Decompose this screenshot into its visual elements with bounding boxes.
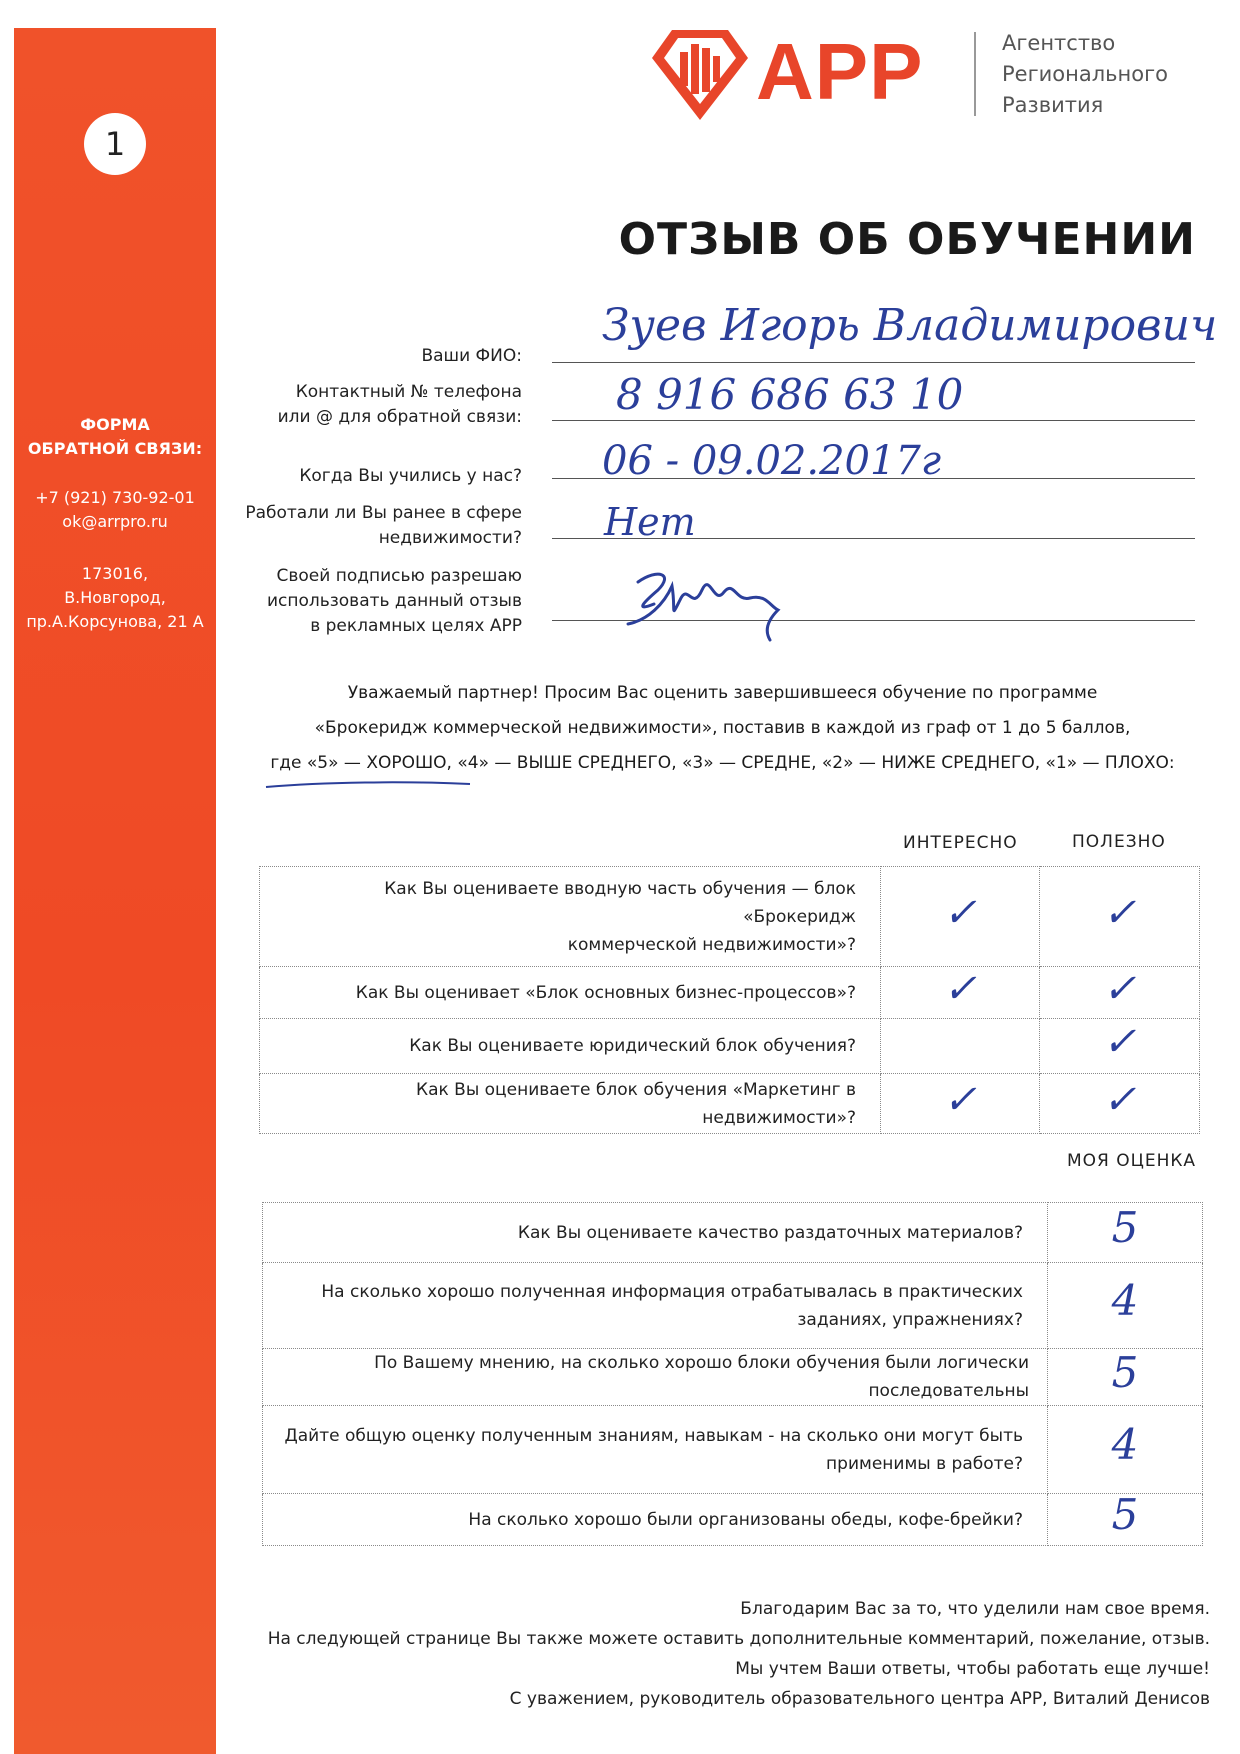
check-icon: ✓ [943, 889, 977, 936]
score-value: 4 [1111, 1276, 1139, 1325]
closing-text: Благодарим Вас за то, что уделили нам свое время. На следующей странице Вы также можете оставить дополнительные комментарий, пожелание, отзыв. Мы учтем Ваши ответы, чтобы работать еще лучше! С уважением, руководитель образовательного центра АРР, Виталий Денисов [267, 1599, 1210, 1709]
table-row [263, 1349, 1203, 1406]
row-question: Как Вы оцениваете качество раздаточных материалов? [263, 1203, 1048, 1263]
agency-name: Агентство Регионального Развития [1002, 31, 1168, 117]
document-title: ОТЗЫВ ОБ ОБУЧЕНИИ [618, 214, 1196, 265]
score-value: 4 [1111, 1420, 1139, 1469]
check-icon: ✓ [1102, 1076, 1137, 1123]
signature-icon [618, 560, 798, 650]
contact-info [14, 486, 216, 534]
table-row [263, 1494, 1203, 1546]
score-value: 5 [1111, 1490, 1139, 1539]
handwritten-contact: 8 916 686 63 10 [616, 370, 964, 419]
check-icon: ✓ [943, 965, 977, 1012]
row-question: Как Вы оцениваете вводную часть обучения — блок «Брокеридж коммерческой недвижимости»? [260, 867, 881, 967]
interesting-cell [881, 867, 1040, 967]
field-label-dates: Когда Вы учились у нас? [299, 466, 522, 486]
table-row [260, 1074, 1200, 1134]
row-question: Дайте общую оценку полученным знаниям, навыкам - на сколько они могут быть применимы в работе? [263, 1406, 1048, 1494]
score-cell [1048, 1490, 1203, 1546]
field-label-contact: Контактный № телефона или @ для обратной связи: [277, 382, 522, 427]
logo-wordmark: АРР [756, 27, 924, 116]
table-row [263, 1203, 1203, 1263]
score-value: 5 [1111, 1347, 1139, 1397]
check-icon: ✓ [1102, 1019, 1137, 1065]
score-value: 5 [1111, 1203, 1139, 1252]
handwritten-dates: 06 - 09.02.2017г [602, 438, 942, 484]
table-row [263, 1406, 1203, 1494]
row-question: Как Вы оценивает «Блок основных бизнес-процессов»? [260, 967, 881, 1019]
field-line-name [552, 362, 1195, 363]
page-number-badge: 1 [84, 113, 146, 175]
interesting-cell [881, 967, 1040, 1019]
header-interesting: ИНТЕРЕСНО [903, 833, 1018, 853]
table-row [260, 1019, 1200, 1074]
useful-cell [1040, 1019, 1200, 1074]
table-row [263, 1263, 1203, 1349]
contact-email: ok@arrpro.ru [62, 512, 168, 531]
row-question: По Вашему мнению, на сколько хорошо блоки обучения были логически последовательны [263, 1349, 1048, 1406]
useful-cell [1040, 967, 1200, 1019]
header-useful: ПОЛЕЗНО [1072, 832, 1166, 852]
score-cell [1048, 1263, 1203, 1349]
score-cell [1048, 1406, 1203, 1494]
field-label-consent: Своей подписью разрешаю использовать данный отзыв в рекламных целях АРР [266, 566, 522, 636]
underline-mark [264, 778, 474, 790]
sidebar [14, 28, 216, 1754]
useful-cell [1040, 1074, 1200, 1134]
handwritten-experience: Нет [604, 500, 696, 544]
logo-divider [974, 32, 976, 116]
contact-address: 173016, В.Новгород, пр.А.Корсунова, 21 А [26, 564, 204, 631]
row-question: На сколько хорошо полученная информация отрабатывалась в практических заданиях, упражнениях? [263, 1263, 1048, 1349]
check-icon: ✓ [1102, 965, 1137, 1012]
contact-phone: +7 (921) 730-92-01 [35, 488, 195, 507]
table-row [260, 967, 1200, 1019]
header-my-score: МОЯ ОЦЕНКА [1067, 1151, 1197, 1171]
check-icon: ✓ [943, 1076, 977, 1123]
feedback-form-title: ФОРМА ОБРАТНОЙ СВЯЗИ: [27, 415, 203, 458]
handwritten-name: Зуев Игорь Владимирович [602, 300, 1218, 351]
check-icon: ✓ [1102, 889, 1137, 936]
field-label-experience: Работали ли Вы ранее в сфере недвижимости? [245, 503, 522, 548]
intro-text: Уважаемый партнер! Просим Вас оценить завершившееся обучение по программе «Брокеридж коммерческой недвижимости», поставив в каждой из граф от 1 до 5 баллов, где «5» — ХОРОШО, «4» — ВЫШЕ СРЕДНЕГО, «3» — СРЕДНЕ, «2» — НИЖЕ СРЕДНЕГО, «1» — ПЛОХО: [270, 683, 1175, 773]
useful-cell [1040, 867, 1200, 967]
table-row [260, 867, 1200, 967]
score-cell [1048, 1349, 1203, 1406]
row-question: Как Вы оцениваете блок обучения «Маркетинг в недвижимости»? [260, 1074, 881, 1134]
row-question: Как Вы оцениваете юридический блок обучения? [260, 1019, 881, 1074]
field-label-name: Ваши ФИО: [421, 346, 522, 366]
field-line-contact [552, 420, 1195, 421]
interesting-cell [881, 1019, 1040, 1074]
score-table [262, 1202, 1203, 1546]
interesting-cell [881, 1074, 1040, 1134]
diamond-building-icon [650, 28, 750, 122]
block-evaluation-table [259, 866, 1200, 1134]
row-question: На сколько хорошо были организованы обеды, кофе-брейки? [263, 1494, 1048, 1546]
score-cell [1048, 1203, 1203, 1263]
